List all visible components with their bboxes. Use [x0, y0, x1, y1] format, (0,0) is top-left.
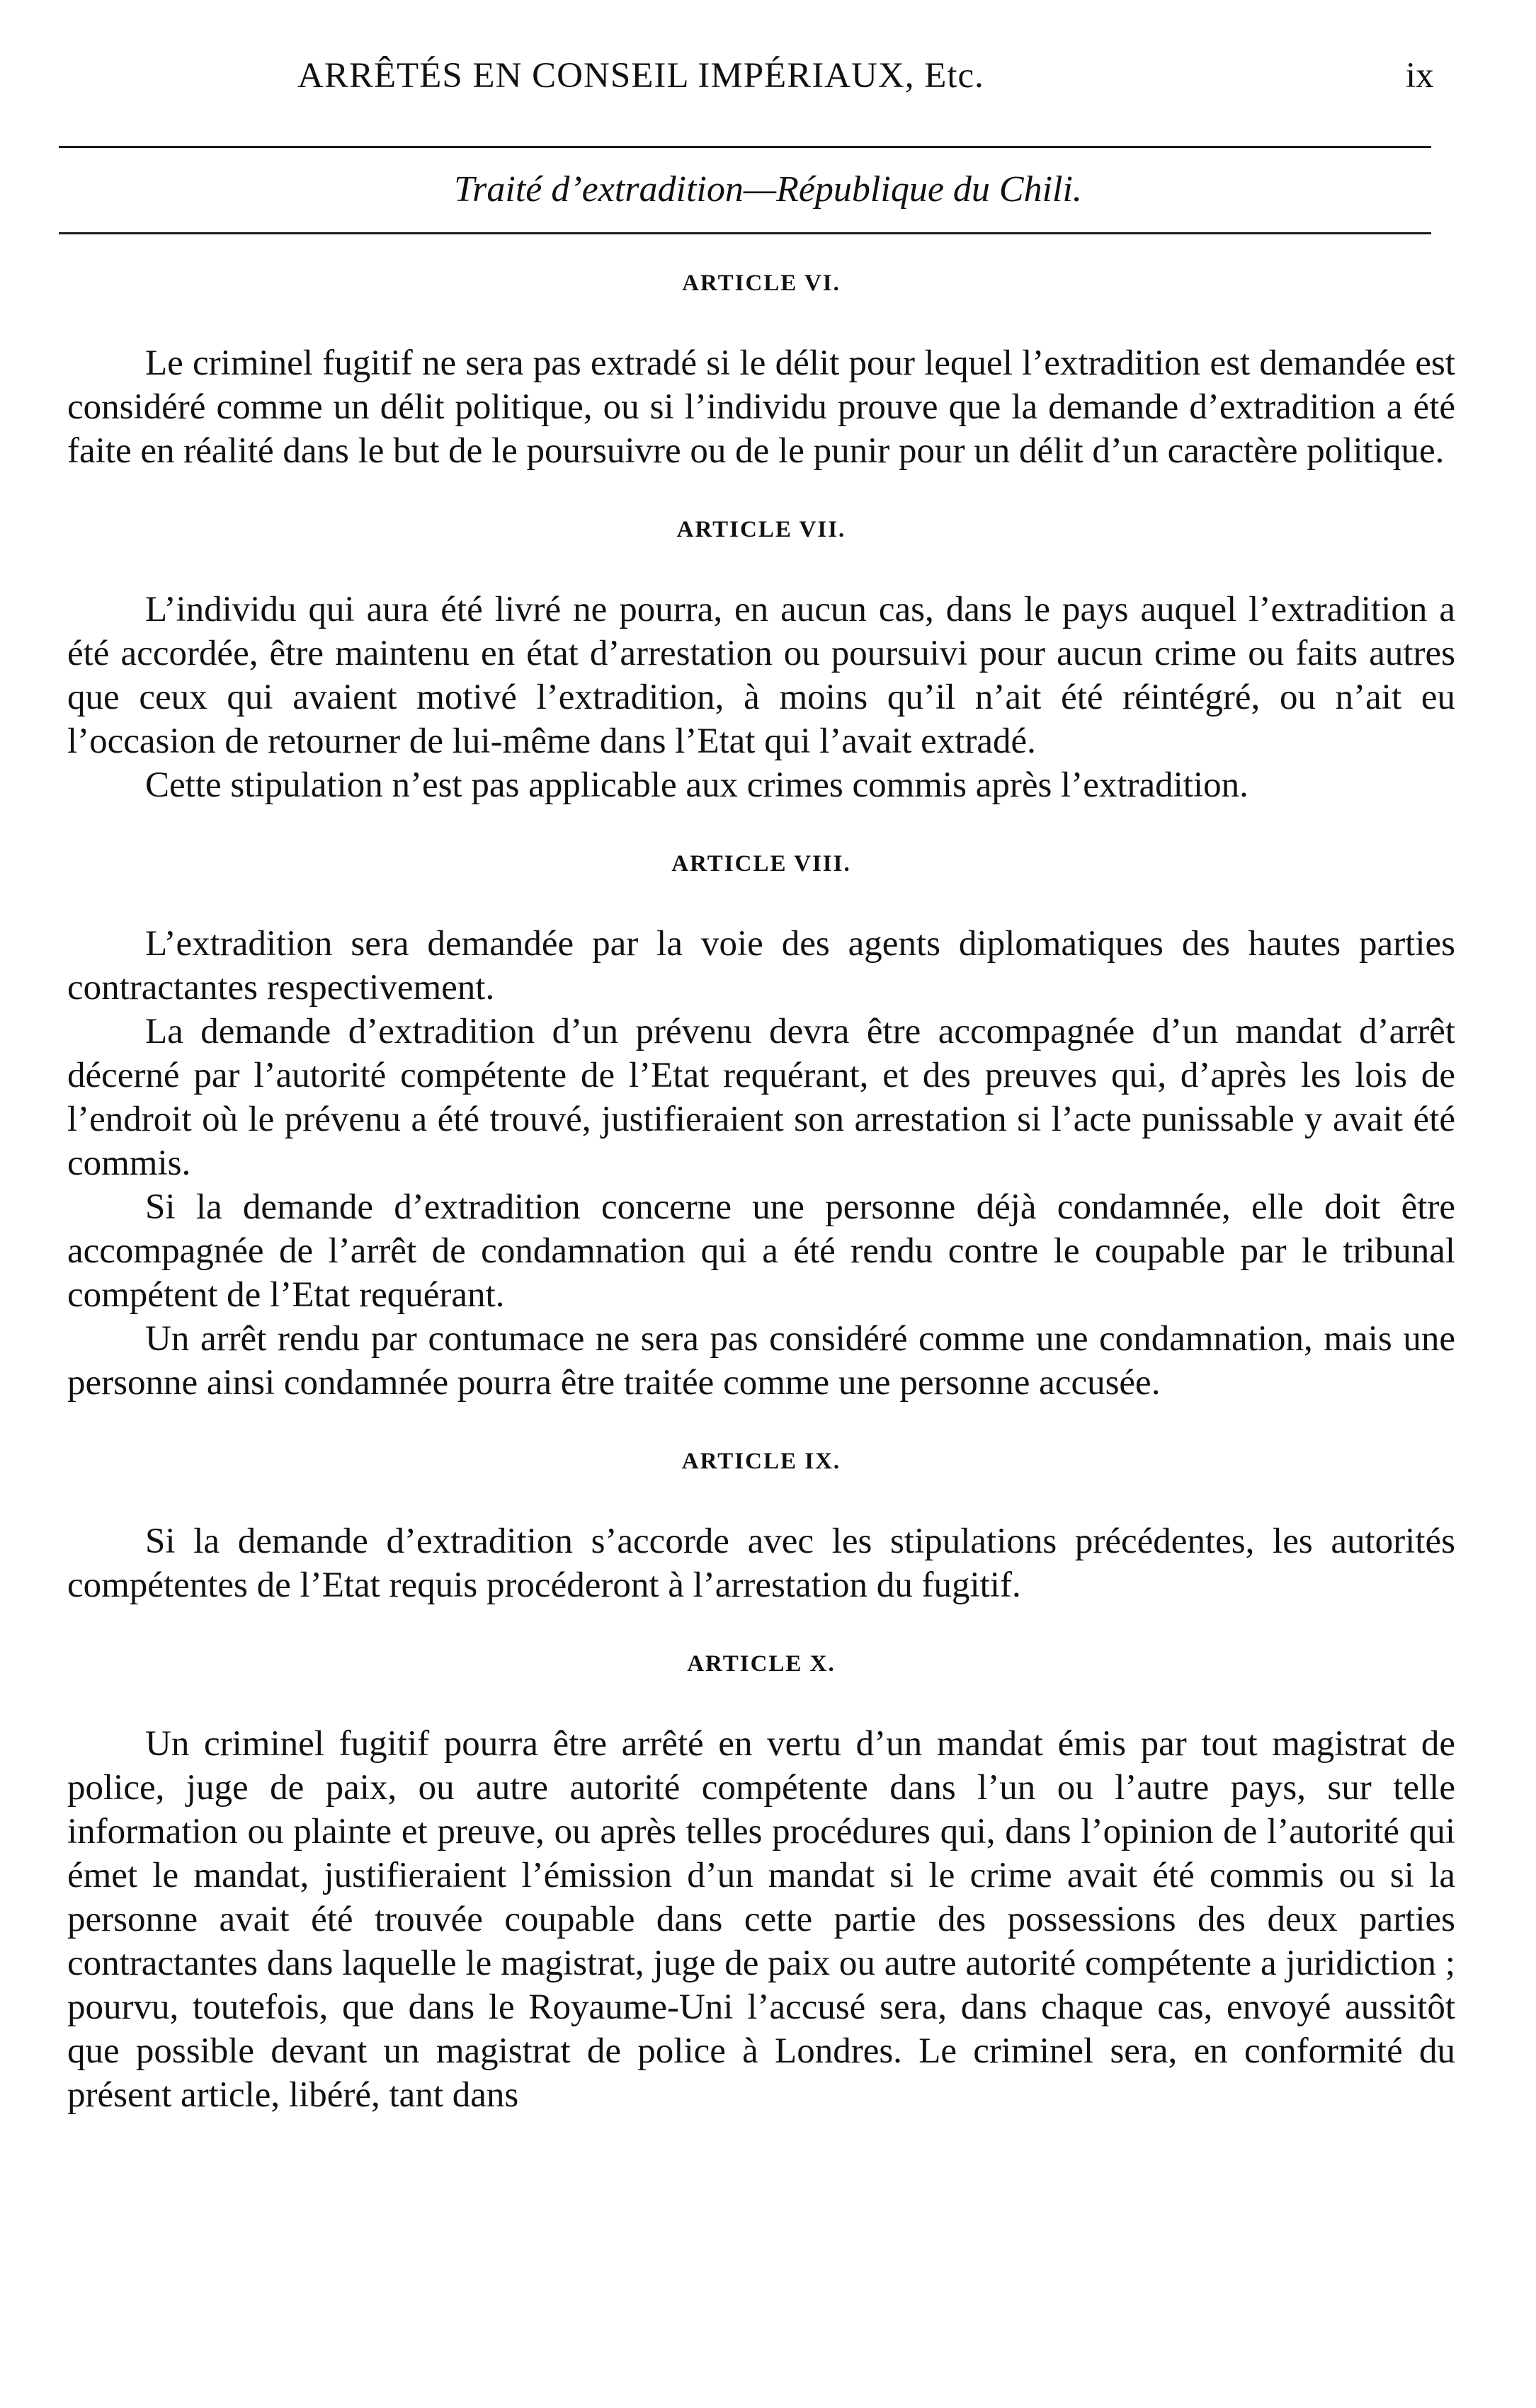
article-paragraph: Si la demande d’extradition s’accorde avec les stipulations précédentes, les autorités compétentes de l’Etat requis procéderont à l’arrestation du fugitif. — [67, 1522, 1455, 1605]
running-title: ARRÊTÉS EN CONSEIL IMPÉRIAUX, Etc. — [297, 56, 984, 96]
article-paragraph: La demande d’extradition d’un prévenu devra être accompagnée d’un mandat d’arrêt décerné par l’autorité compétente de l’Etat requérant, et des preuves qui, d’après les lois de l’endroit où le prévenu a été trouvé, justifieraient son arrestation si l’acte punissable y avait été commis. — [67, 1012, 1455, 1183]
article-heading: ARTICLE X. — [687, 1651, 836, 1677]
article-heading: ARTICLE VII. — [676, 517, 846, 542]
treaty-subtitle: Traité d’extradition—République du Chili. — [454, 169, 1082, 210]
article-heading: ARTICLE VI. — [682, 270, 841, 296]
article-heading: ARTICLE VIII. — [671, 851, 851, 877]
article-paragraph: Un criminel fugitif pourra être arrêté en vertu d’un mandat émis par tout magistrat de police, juge de paix, ou autre autorité compétente dans l’un ou l’autre pays, sur telle information ou plainte et preuve, ou après telles procédures qui, dans l’opinion de l’autorité qui émet le mandat, justifieraient l’émission d’un mandat si le crime avait été commis ou si la personne avait été trouvée coupable dans cette partie des possessions des deux parties contractantes dans laquelle le magistrat, juge de paix ou autre autorité compétente a juridiction ; pourvu, toutefois, que dans le Royaume-Uni l’accusé sera, dans chaque cas, envoyé aussitôt que possible devant un magistrat de police à Londres. Le criminel sera, en conformité du présent article, libéré, tant dans — [67, 1724, 1455, 2115]
article-vi — [67, 269, 1455, 473]
article-ix — [67, 1447, 1455, 1607]
article-viii — [67, 850, 1455, 1405]
article-paragraph: L’individu qui aura été livré ne pourra, en aucun cas, dans le pays auquel l’extradition a été accordée, être maintenu en état d’arrestation ou poursuivi pour aucun crime ou faits autres que ceux qui avaient motivé l’extradition, à moins qu’il n’ait été réintégré, ou n’ait eu l’occasion de retourner de lui-même dans l’Etat qui l’avait extradé. — [67, 590, 1455, 761]
article-x — [67, 1650, 1455, 2117]
page-number: ix — [1406, 56, 1434, 96]
article-paragraph: Un arrêt rendu par contumace ne sera pas considéré comme une condamnation, mais une personne ainsi condamnée pourra être traitée comme une personne accusée. — [67, 1319, 1455, 1403]
article-paragraph: Cette stipulation n’est pas applicable aux crimes commis après l’extradition. — [145, 765, 1248, 805]
body-text — [67, 269, 1455, 2117]
article-paragraph: Si la demande d’extradition concerne une personne déjà condamnée, elle doit être accompagnée de l’arrêt de condamnation qui a été rendu contre le coupable par le tribunal compétent de l’Etat requérant. — [67, 1187, 1455, 1315]
header-rule-top — [59, 146, 1431, 148]
article-vii — [67, 515, 1455, 807]
article-heading: ARTICLE IX. — [681, 1449, 841, 1474]
header-rule-bottom — [59, 232, 1431, 234]
article-paragraph: Le criminel fugitif ne sera pas extradé si le délit pour lequel l’extradition est demandée est considéré comme un délit politique, ou si l’individu prouve que la demande d’extradition a été faite en réalité dans le but de le poursuivre ou de le punir pour un délit d’un caractère politique. — [67, 343, 1455, 471]
article-paragraph: L’extradition sera demandée par la voie des agents diplomatiques des hautes parties contractantes respectivement. — [67, 924, 1455, 1008]
